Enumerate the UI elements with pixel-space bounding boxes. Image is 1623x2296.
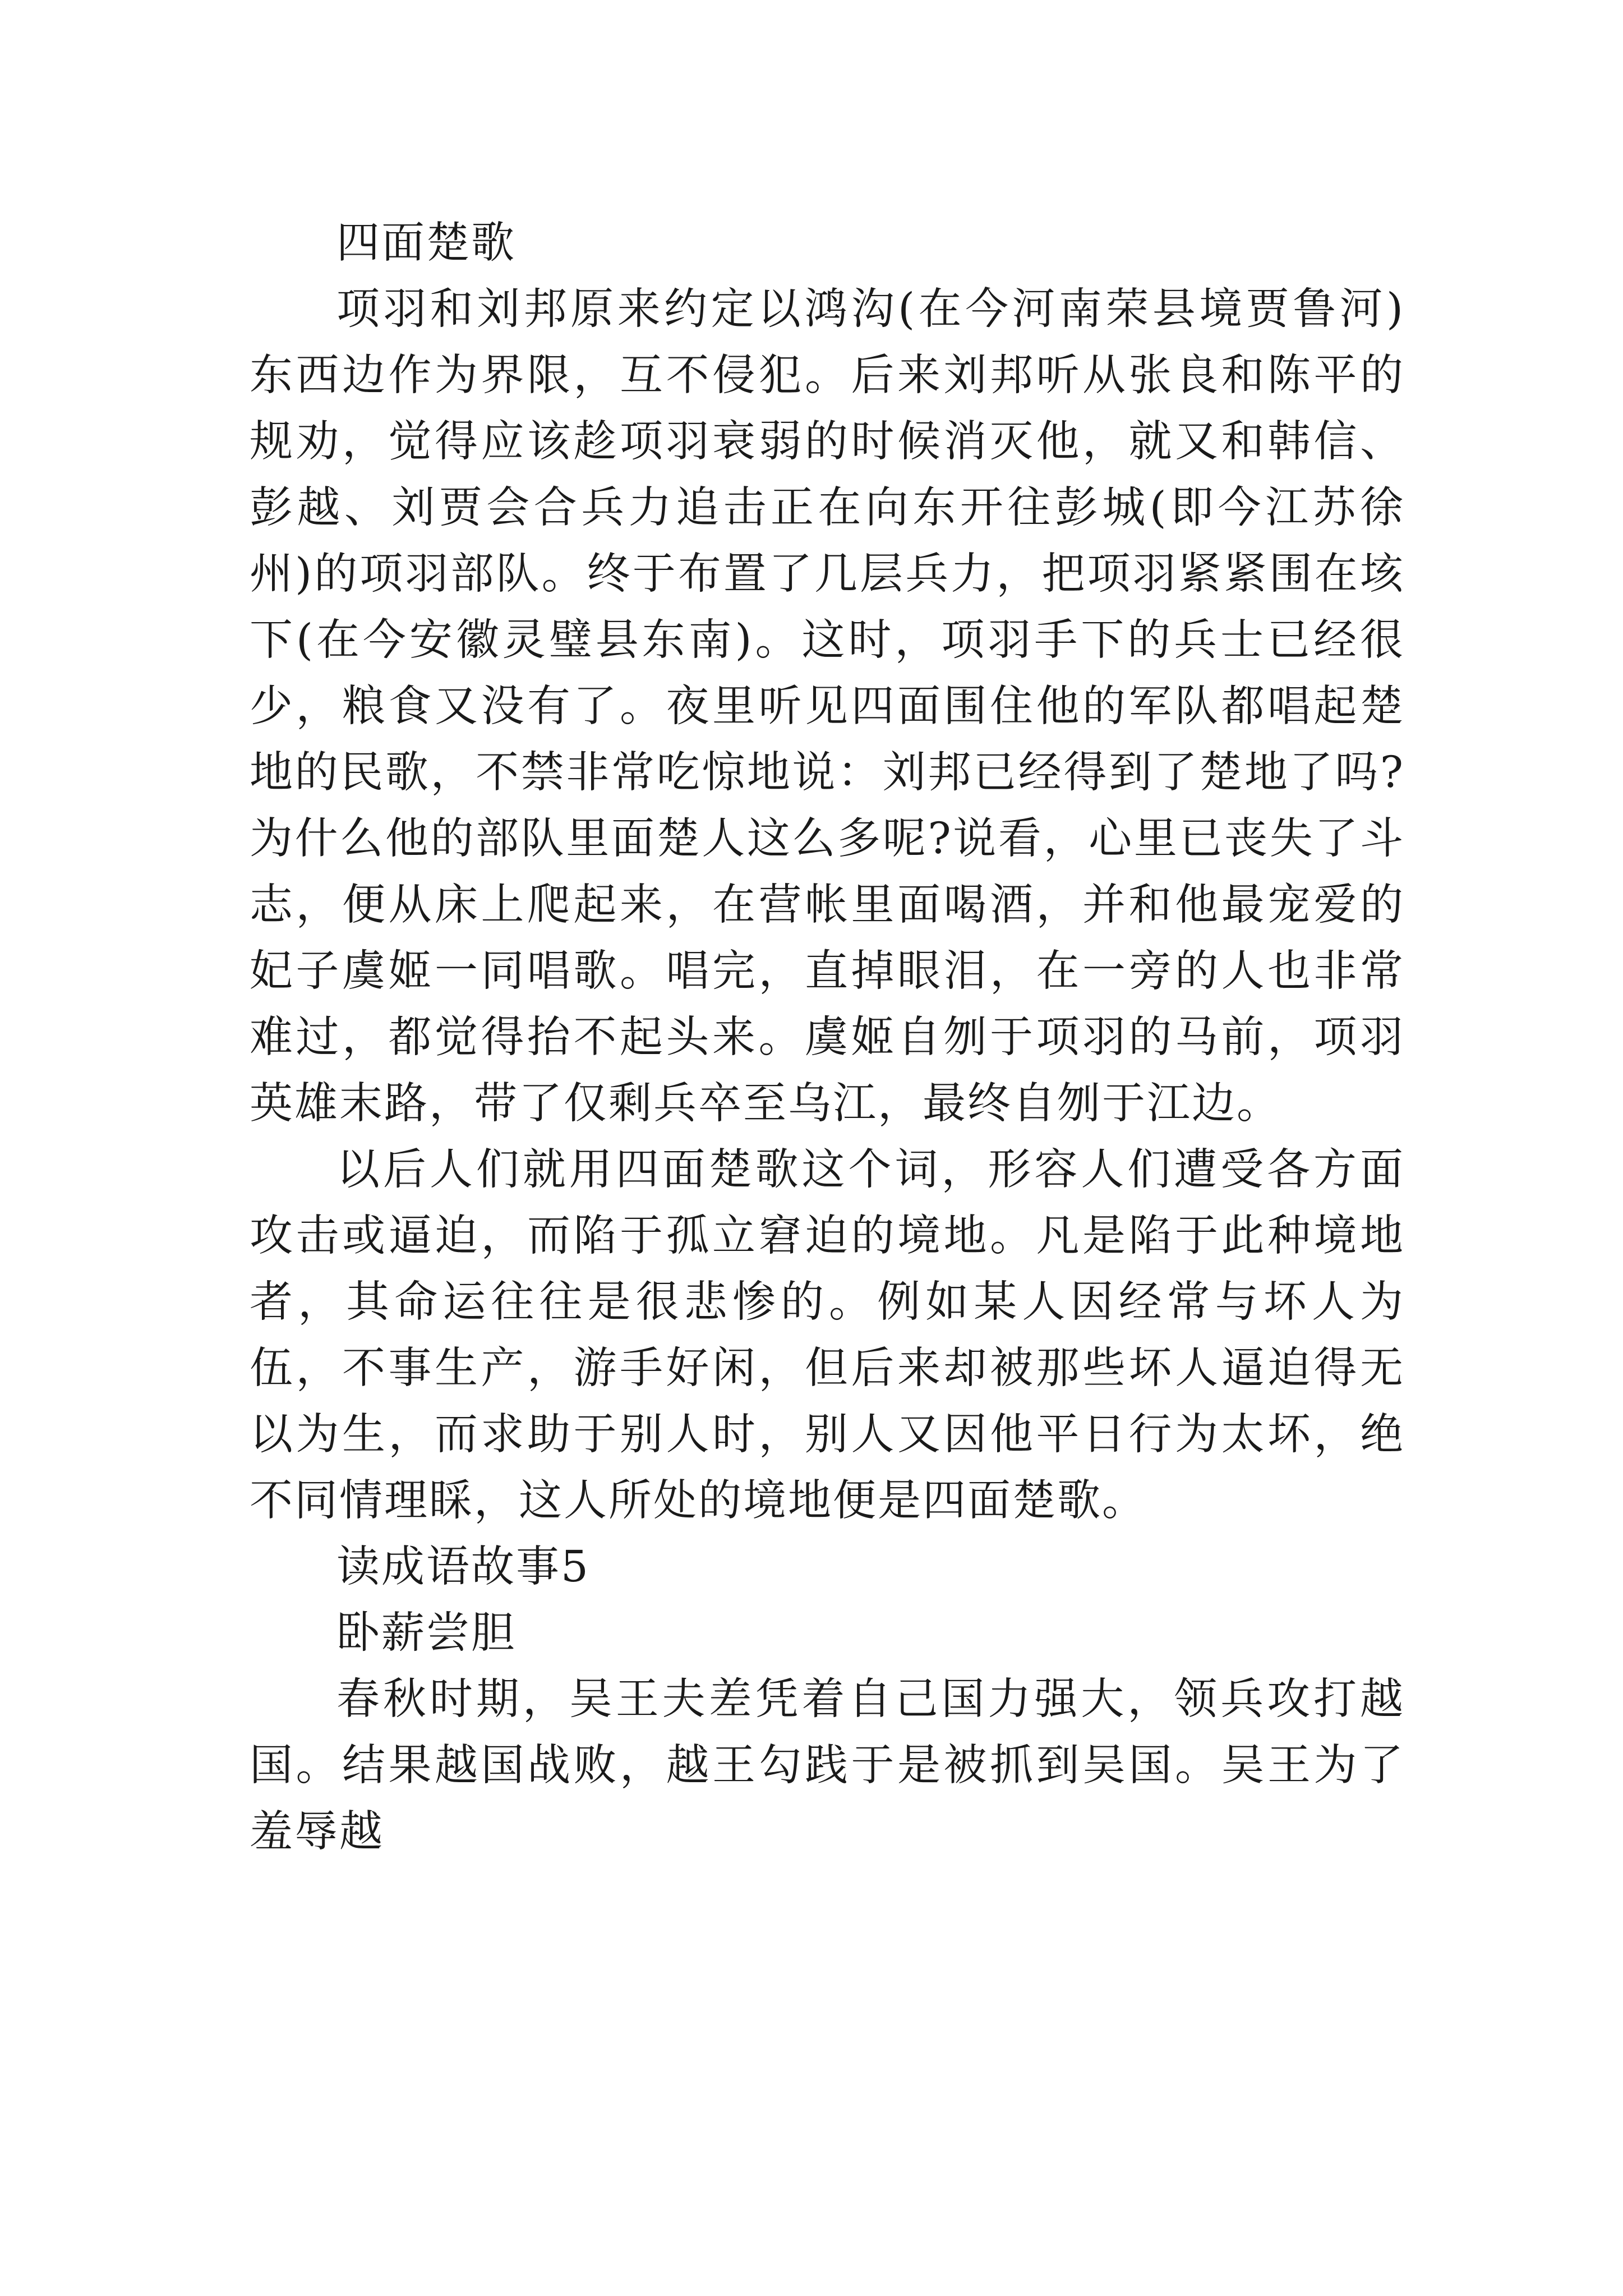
story-title-sleeping-on-brushwood: 卧薪尝胆: [336, 1608, 516, 1658]
story-paragraph-2: 以后人们就用四面楚歌这个词，形容人们遭受各方面攻击或逼迫，而陷于孤立窘迫的境地。凡是陷于此种境地者，其命运往往是很悲惨的。例如某人因经常与坏人为伍，不事生产，游手好闲，但后来却被那些坏人逼迫得无以为生，而求助于别人时，别人又因他平日行为太坏，绝不同情理睬，这人所处的境地便是四面楚歌。: [250, 1145, 1405, 1526]
section-heading-story-5: 读成语故事5: [336, 1542, 590, 1592]
story-title-four-sides-chu-songs: 四面楚歌: [336, 218, 516, 268]
story-paragraph-1: 项羽和刘邦原来约定以鸿沟(在今河南荣县境贾鲁河)东西边作为界限，互不侵犯。后来刘邦听从张良和陈平的规劝，觉得应该趁项羽衰弱的时候消灭他，就又和韩信、彭越、刘贾会合兵力追击正在向东开往彭城(即今江苏徐州)的项羽部队。终于布置了几层兵力，把项羽紧紧围在垓下(在今安徽灵璧县东南)。这时，项羽手下的兵士已经很少，粮食又没有了。夜里听见四面围住他的军队都唱起楚地的民歌，不禁非常吃惊地说：刘邦已经得到了楚地了吗?为什么他的部队里面楚人这么多呢?说看，心里已丧失了斗志，便从床上爬起来，在营帐里面喝酒，并和他最宠爱的妃子虞姬一同唱歌。唱完，直掉眼泪，在一旁的人也非常难过，都觉得抬不起头来。虞姬自刎于项羽的马前，项羽英雄末路，带了仅剩兵卒至乌江，最终自刎于江边。: [250, 284, 1405, 1129]
story-paragraph-3: 春秋时期，吴王夫差凭着自己国力强大，领兵攻打越国。结果越国战败，越王勾践于是被抓到吴国。吴王为了羞辱越: [250, 1674, 1405, 1857]
document-body: [250, 210, 1405, 1865]
